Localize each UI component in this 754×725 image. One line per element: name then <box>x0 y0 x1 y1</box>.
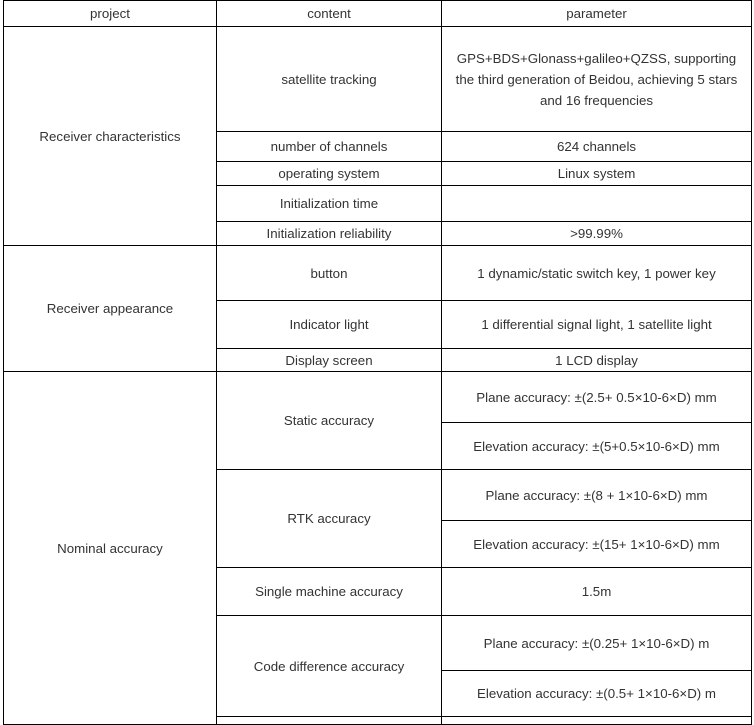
group-nominal-accuracy: Nominal accuracy <box>4 372 217 725</box>
content-code-difference-accuracy: Code difference accuracy <box>217 616 442 717</box>
param-static-plane: Plane accuracy: ±(2.5+ 0.5×10-6×D) mm <box>442 372 752 423</box>
header-parameter: parameter <box>442 1 752 27</box>
param-display-screen: 1 LCD display <box>442 349 752 372</box>
param-number-of-channels: 624 channels <box>442 132 752 162</box>
param-satellite-tracking: GPS+BDS+Glonass+galileo+QZSS, supporting the third generation of Beidou, achieving 5 stars and 16 frequencies <box>442 27 752 132</box>
param-static-elevation: Elevation accuracy: ±(5+0.5×10-6×D) mm <box>442 423 752 470</box>
table-row <box>4 246 752 301</box>
cell-partial <box>217 717 442 725</box>
group-receiver-characteristics: Receiver characteristics <box>4 27 217 246</box>
header-row <box>4 1 752 27</box>
param-indicator-light: 1 differential signal light, 1 satellite light <box>442 301 752 349</box>
content-display-screen: Display screen <box>217 349 442 372</box>
content-initialization-time: Initialization time <box>217 186 442 222</box>
param-button: 1 dynamic/static switch key, 1 power key <box>442 246 752 301</box>
header-content: content <box>217 1 442 27</box>
spec-table <box>3 0 752 725</box>
content-initialization-reliability: Initialization reliability <box>217 222 442 246</box>
content-button: button <box>217 246 442 301</box>
content-static-accuracy: Static accuracy <box>217 372 442 470</box>
cell-partial <box>442 717 752 725</box>
content-indicator-light: Indicator light <box>217 301 442 349</box>
content-satellite-tracking: satellite tracking <box>217 27 442 132</box>
group-receiver-appearance: Receiver appearance <box>4 246 217 372</box>
param-rtk-plane: Plane accuracy: ±(8 + 1×10-6×D) mm <box>442 470 752 521</box>
param-initialization-time <box>442 186 752 222</box>
param-code-plane: Plane accuracy: ±(0.25+ 1×10-6×D) m <box>442 616 752 671</box>
content-operating-system: operating system <box>217 162 442 186</box>
content-number-of-channels: number of channels <box>217 132 442 162</box>
table-row <box>4 372 752 423</box>
param-rtk-elevation: Elevation accuracy: ±(15+ 1×10-6×D) mm <box>442 521 752 568</box>
param-operating-system: Linux system <box>442 162 752 186</box>
content-single-machine-accuracy: Single machine accuracy <box>217 568 442 616</box>
header-project: project <box>4 1 217 27</box>
content-rtk-accuracy: RTK accuracy <box>217 470 442 568</box>
param-single-machine-accuracy: 1.5m <box>442 568 752 616</box>
param-code-elevation: Elevation accuracy: ±(0.5+ 1×10-6×D) m <box>442 671 752 717</box>
table-row <box>4 27 752 132</box>
param-initialization-reliability: >99.99% <box>442 222 752 246</box>
